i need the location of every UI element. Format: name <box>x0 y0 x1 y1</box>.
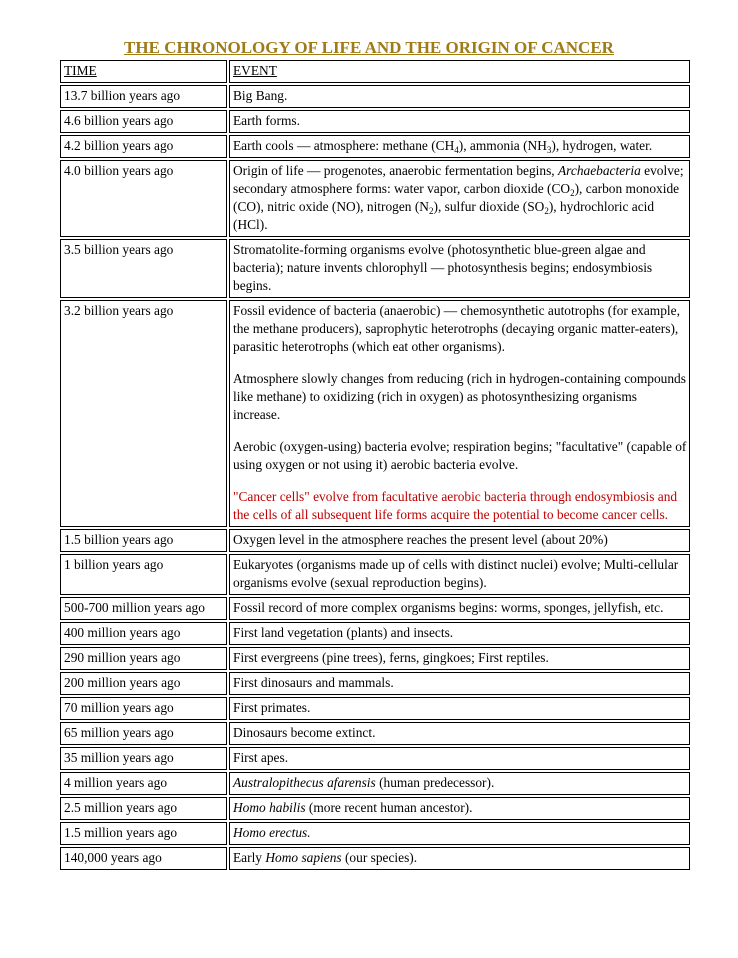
header-time: TIME <box>60 60 227 83</box>
event-paragraph: Atmosphere slowly changes from reducing (rich in hydrogen-containing compounds like methane) to oxidizing (rich in oxygen) as photosynthesizing organisms increase. <box>233 371 686 422</box>
table-row <box>60 529 690 552</box>
event-cell: Stromatolite-forming organisms evolve (photosynthetic blue-green algae and bacteria); nature invents chlorophyll — photosynthesis begins; endosymbiosis begins. <box>229 239 690 298</box>
time-cell: 2.5 million years ago <box>60 797 227 820</box>
table-row <box>60 772 690 795</box>
time-cell: 35 million years ago <box>60 747 227 770</box>
event-cell: First land vegetation (plants) and insects. <box>229 622 690 645</box>
table-row <box>60 722 690 745</box>
table-row <box>60 622 690 645</box>
cancer-paragraph: "Cancer cells" evolve from facultative aerobic bacteria through endosymbiosis and the cells of all subsequent life forms acquire the potential to become cancer cells. <box>233 489 678 522</box>
event-cell: First dinosaurs and mammals. <box>229 672 690 695</box>
table-row <box>60 847 690 870</box>
table-row <box>60 822 690 845</box>
event-cell: First primates. <box>229 697 690 720</box>
table-row <box>60 647 690 670</box>
time-cell: 13.7 billion years ago <box>60 85 227 108</box>
time-cell: 500-700 million years ago <box>60 597 227 620</box>
event-cell: Earth cools — atmosphere: methane $(CH_4)$, ammonia $(NH_3)$, hydrogen, water. <box>229 135 690 158</box>
event-cell: Oxygen level in the atmosphere reaches the present level (about 20%) <box>229 529 690 552</box>
time-cell: 140,000 years ago <box>60 847 227 870</box>
time-cell: 1.5 million years ago <box>60 822 227 845</box>
chronology-table <box>58 58 692 872</box>
event-paragraph: Aerobic (oxygen-using) bacteria evolve; respiration begins; "facultative" (capable of using oxygen or not using it) aerobic bacteria evolve. <box>233 439 687 472</box>
event-cell: Earth forms. <box>229 110 690 133</box>
event-cell: Eukaryotes (organisms made up of cells with distinct nuclei) evolve; Multi-cellular organisms evolve (sexual reproduction begins). <box>229 554 690 595</box>
event-cell: First apes. <box>229 747 690 770</box>
event-cell: Fossil record of more complex organisms begins: worms, sponges, jellyfish, etc. <box>229 597 690 620</box>
time-cell: 4.0 billion years ago <box>60 160 227 237</box>
time-cell: 1.5 billion years ago <box>60 529 227 552</box>
time-cell: 290 million years ago <box>60 647 227 670</box>
table-row <box>60 597 690 620</box>
event-cell: Australopithecus afarensis (human predecessor). <box>229 772 690 795</box>
page-title: THE CHRONOLOGY OF LIFE AND THE ORIGIN OF CANCER <box>124 38 614 57</box>
time-cell: 400 million years ago <box>60 622 227 645</box>
time-cell: 65 million years ago <box>60 722 227 745</box>
time-cell: 200 million years ago <box>60 672 227 695</box>
header-event: EVENT <box>229 60 690 83</box>
time-cell: 70 million years ago <box>60 697 227 720</box>
time-cell: 4 million years ago <box>60 772 227 795</box>
table-row <box>60 135 690 158</box>
event-cell: Big Bang. <box>229 85 690 108</box>
table-row <box>60 554 690 595</box>
event-cell: Origin of life — progenotes, anaerobic fermentation begins, Archaebacteria evolve; secondary atmosphere forms: water vapor, carbon dioxide $(CO_2)$, carbon monoxide (CO), nitric oxide (NO), nitrogen $(N_2)$, sulfur dioxide $(SO_2)$, hydrochloric acid (HCl). <box>229 160 690 237</box>
table-row <box>60 797 690 820</box>
time-cell: 3.5 billion years ago <box>60 239 227 298</box>
time-cell: 4.6 billion years ago <box>60 110 227 133</box>
table-row <box>60 672 690 695</box>
event-cell: First evergreens (pine trees), ferns, gingkoes; First reptiles. <box>229 647 690 670</box>
table-row <box>60 85 690 108</box>
event-cell: Homo habilis (more recent human ancestor). <box>229 797 690 820</box>
table-row <box>60 160 690 237</box>
table-row <box>60 300 690 527</box>
event-cell: Early Homo sapiens (our species). <box>229 847 690 870</box>
time-cell: 1 billion years ago <box>60 554 227 595</box>
event-paragraph: Fossil evidence of bacteria (anaerobic) — chemosynthetic autotrophs (for example, the methane producers), saprophytic heterotrophs (decaying organic matter-eaters), parasitic heterotrophs (which eat other organisms). <box>233 303 680 354</box>
event-cell <box>229 300 690 527</box>
table-header-row <box>60 60 690 83</box>
table-row <box>60 697 690 720</box>
table-row <box>60 747 690 770</box>
event-cell: Dinosaurs become extinct. <box>229 722 690 745</box>
table-row <box>60 239 690 298</box>
time-cell: 4.2 billion years ago <box>60 135 227 158</box>
table-row <box>60 110 690 133</box>
event-cell: Homo erectus. <box>229 822 690 845</box>
time-cell: 3.2 billion years ago <box>60 300 227 527</box>
